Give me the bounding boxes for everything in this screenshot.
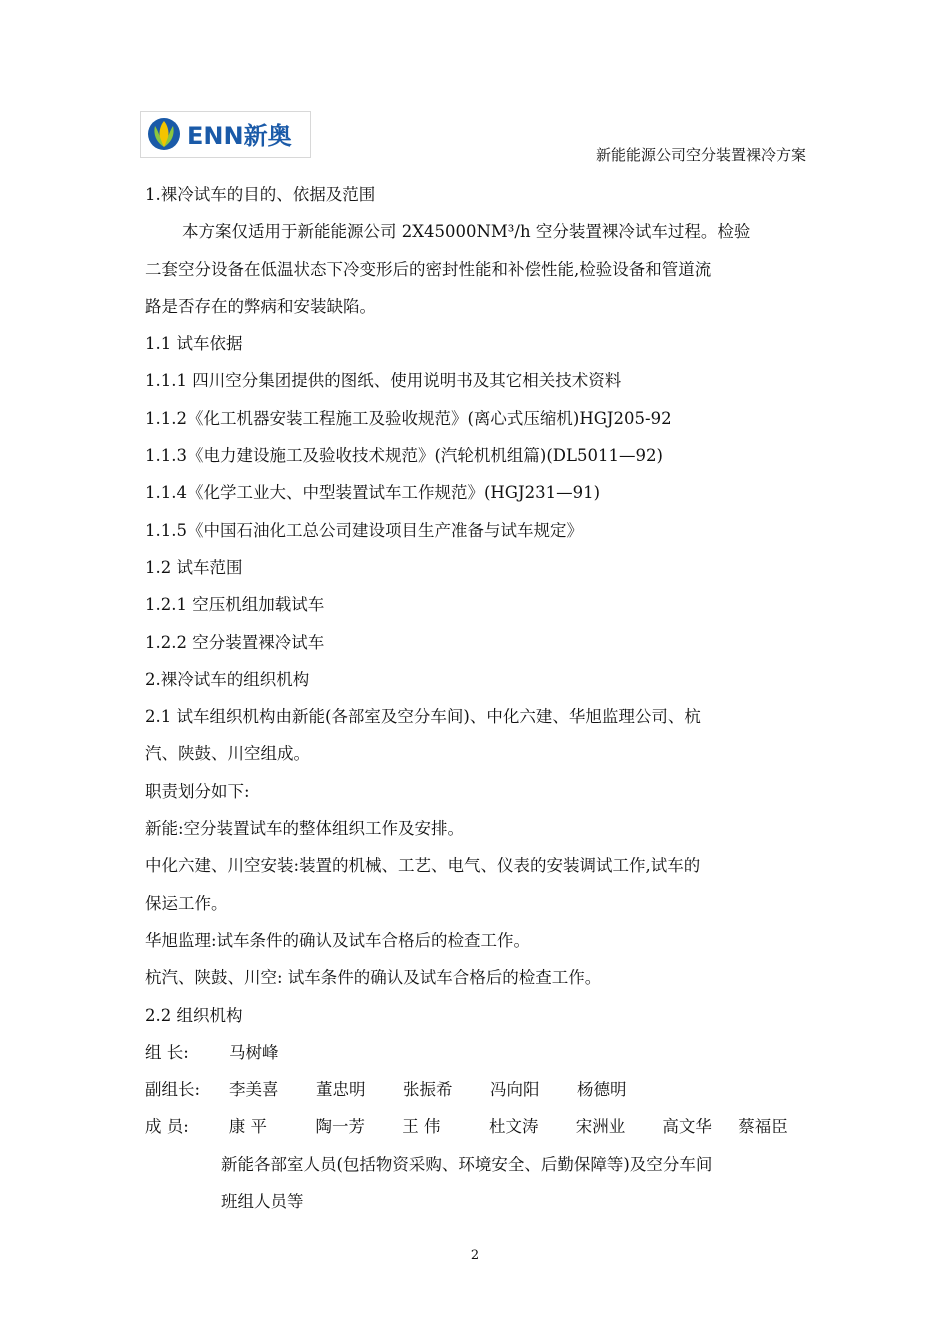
duty-line: 保运工作。 — [145, 893, 228, 913]
paragraph-line: 汽、陕鼓、川空组成。 — [145, 744, 310, 764]
page-number: 2 — [470, 1248, 480, 1263]
org-leader-row — [145, 1034, 808, 1071]
duty-line: 杭汽、陕鼓、川空: 试车条件的确认及试车合格后的检查工作。 — [145, 968, 602, 988]
duty-line: 华旭监理:试车条件的确认及试车合格后的检查工作。 — [145, 930, 531, 950]
deputy-name: 董忠明 — [316, 1080, 366, 1100]
paragraph-line: 二套空分设备在低温状态下冷变形后的密封性能和补偿性能,检验设备和管道流 — [145, 259, 712, 279]
duty-line: 新能:空分装置试车的整体组织工作及安排。 — [145, 819, 465, 839]
org-deputy-row — [145, 1071, 808, 1108]
leader-name: 马树峰 — [229, 1042, 279, 1062]
member-label: 成 员: — [145, 1117, 189, 1137]
scope-item: 1.2.2 空分装置裸冷试车 — [145, 632, 325, 652]
member-name: 陶一芳 — [315, 1117, 365, 1137]
sun-flower-icon — [148, 118, 180, 150]
leader-label: 组 长: — [145, 1042, 189, 1062]
org-member-row — [145, 1108, 808, 1145]
subsection-heading: 2.2 组织机构 — [145, 1005, 243, 1025]
section-heading-2: 2.裸冷试车的组织机构 — [145, 669, 310, 689]
paragraph-line: 路是否存在的弊病和安装缺陷。 — [145, 296, 376, 316]
member-name: 蔡福臣 — [738, 1117, 788, 1137]
duty-line: 中化六建、川空安装:装置的机械、工艺、电气、仪表的安装调试工作,试车的 — [145, 856, 701, 876]
company-logo — [140, 111, 311, 158]
member-extra-line: 新能各部室人员(包括物资采购、环境安全、后勤保障等)及空分车间 — [221, 1154, 713, 1174]
paragraph-line: 2.1 试车组织机构由新能(各部室及空分车间)、中化六建、华旭监理公司、杭 — [145, 707, 701, 727]
reference-item: 1.1.2《化工机器安装工程施工及验收规范》(离心式压缩机)HGJ205-92 — [145, 408, 672, 428]
reference-item: 1.1.4《化学工业大、中型装置试车工作规范》(HGJ231—91) — [145, 483, 601, 503]
section-heading-1: 1.裸冷试车的目的、依据及范围 — [145, 185, 376, 204]
paragraph-line: 职责划分如下: — [145, 781, 250, 801]
scope-item: 1.2.1 空压机组加载试车 — [145, 595, 325, 615]
reference-item: 1.1.3《电力建设施工及验收技术规范》(汽轮机机组篇)(DL5011—92) — [145, 446, 663, 466]
member-name: 康 平 — [228, 1117, 267, 1137]
member-name: 宋洲业 — [575, 1117, 626, 1137]
deputy-label: 副组长: — [145, 1080, 201, 1100]
paragraph-line: 本方案仅适用于新能能源公司 2X45000NM³/h 空分装置裸冷试车过程。检验 — [182, 222, 751, 242]
deputy-name: 张振希 — [403, 1080, 453, 1100]
deputy-name: 冯向阳 — [490, 1080, 540, 1100]
deputy-name: 李美喜 — [229, 1080, 279, 1100]
member-name: 王 伟 — [402, 1117, 441, 1137]
reference-item: 1.1.1 四川空分集团提供的图纸、使用说明书及其它相关技术资料 — [145, 371, 622, 391]
reference-item: 1.1.5《中国石油化工总公司建设项目生产准备与试车规定》 — [145, 520, 583, 540]
subsection-heading: 1.2 试车范围 — [145, 557, 243, 577]
deputy-name: 杨德明 — [577, 1080, 627, 1100]
document-header-title: 新能能源公司空分装置裸冷方案 — [595, 146, 806, 164]
member-name: 杜文涛 — [488, 1117, 539, 1137]
member-name: 高文华 — [662, 1117, 712, 1137]
logo-text: ENN新奥 — [187, 122, 292, 150]
subsection-heading: 1.1 试车依据 — [145, 334, 243, 354]
member-extra-line: 班组人员等 — [221, 1192, 304, 1212]
document-body — [145, 176, 808, 1220]
